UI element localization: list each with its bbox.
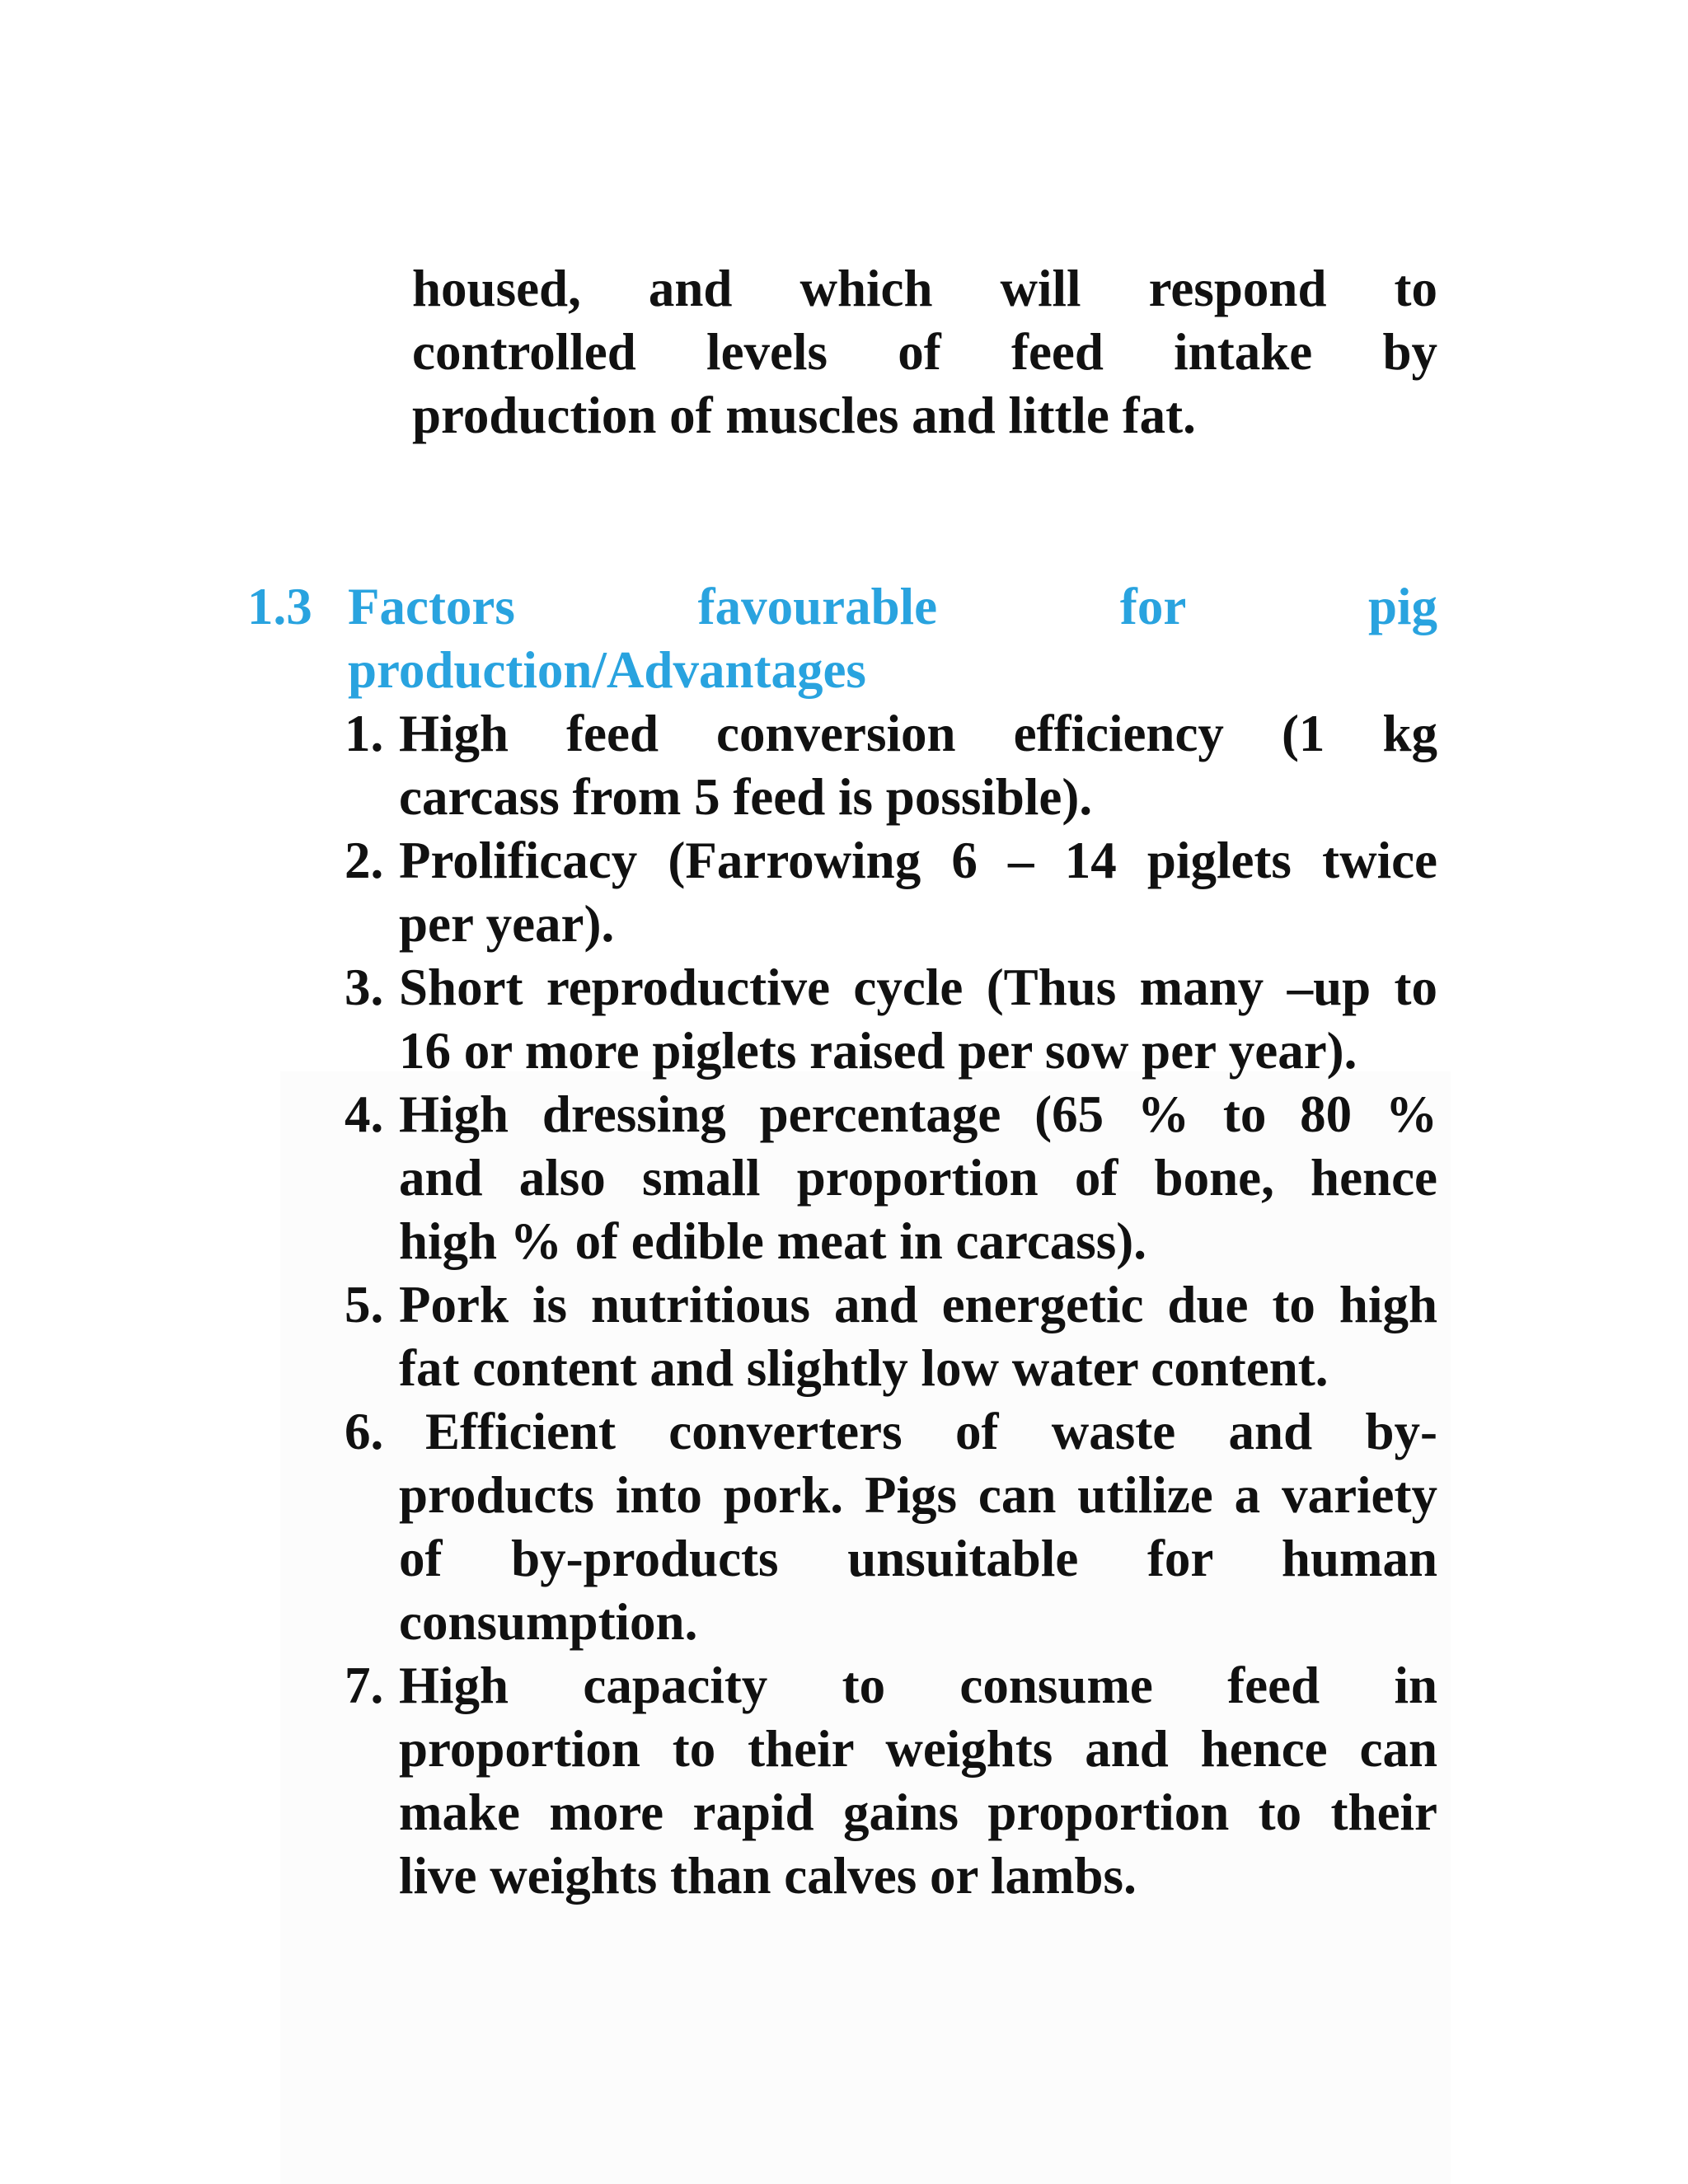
- list-item: [345, 1400, 1437, 1654]
- list-item: [345, 702, 1437, 829]
- list-item-line: carcass from 5 feed is possible).: [399, 768, 1093, 826]
- list-item-line: per year).: [399, 895, 615, 953]
- list-item-line: make more rapid gains proportion to their: [399, 1783, 1437, 1841]
- list-item: [345, 956, 1437, 1083]
- list-item-number: 2.: [345, 832, 384, 889]
- list-item-line: Prolificacy (Farrowing 6 – 14 piglets twice: [399, 832, 1437, 889]
- list-item-line: Efficient converters of waste and by-: [425, 1403, 1437, 1460]
- list-item-line: consumption.: [399, 1593, 698, 1651]
- list-item-line: of by-products unsuitable for human: [399, 1530, 1437, 1587]
- list-item-line: high % of edible meat in carcass).: [399, 1212, 1147, 1270]
- section-title-line: production/Advantages: [348, 641, 866, 699]
- list-item: [345, 829, 1437, 956]
- paragraph-line: controlled levels of feed intake by: [412, 323, 1437, 381]
- paragraph-line: production of muscles and little fat.: [412, 387, 1196, 444]
- advantages-list: [345, 702, 1437, 1908]
- section-number: 1.3: [247, 578, 312, 635]
- list-item-line: 16 or more piglets raised per sow per year).: [399, 1022, 1357, 1080]
- list-item-line: and also small proportion of bone, hence: [399, 1149, 1437, 1207]
- list-item-line: proportion to their weights and hence can: [399, 1720, 1437, 1778]
- list-item-text: [399, 829, 1437, 956]
- list-item-number: 5.: [345, 1276, 384, 1333]
- list-item-line: High feed conversion efficiency (1 kg: [399, 705, 1437, 762]
- list-item-text: [399, 1273, 1437, 1400]
- list-item-line: High capacity to consume feed in: [399, 1657, 1437, 1714]
- list-item-line: products into pork. Pigs can utilize a variety: [399, 1466, 1437, 1524]
- list-item-number: 7.: [345, 1657, 384, 1714]
- list-item-text: [399, 1083, 1437, 1273]
- list-item-line: live weights than calves or lambs.: [399, 1847, 1137, 1905]
- list-item-text: [399, 702, 1437, 829]
- paragraph-line: housed, and which will respond to: [412, 260, 1437, 317]
- list-item-text: [399, 1400, 1437, 1654]
- list-item-number: 6.: [345, 1403, 384, 1460]
- section-title-line: Factors favourable for pig: [348, 578, 1437, 635]
- list-item-number: 4.: [345, 1085, 384, 1143]
- list-item-number: 3.: [345, 958, 384, 1016]
- list-item-number: 1.: [345, 705, 384, 762]
- list-item-line: High dressing percentage (65 % to 80 %: [399, 1085, 1437, 1143]
- list-item: [345, 1654, 1437, 1908]
- list-item-text: [399, 1654, 1437, 1908]
- list-item-line: Short reproductive cycle (Thus many –up to: [399, 958, 1437, 1016]
- list-item-line: fat content and slightly low water content.: [399, 1339, 1329, 1397]
- section-title: [348, 575, 1437, 702]
- list-item-line: Pork is nutritious and energetic due to high: [399, 1276, 1437, 1333]
- list-item: [345, 1083, 1437, 1273]
- continued-paragraph: [412, 257, 1437, 448]
- list-item-text: [399, 956, 1437, 1083]
- list-item: [345, 1273, 1437, 1400]
